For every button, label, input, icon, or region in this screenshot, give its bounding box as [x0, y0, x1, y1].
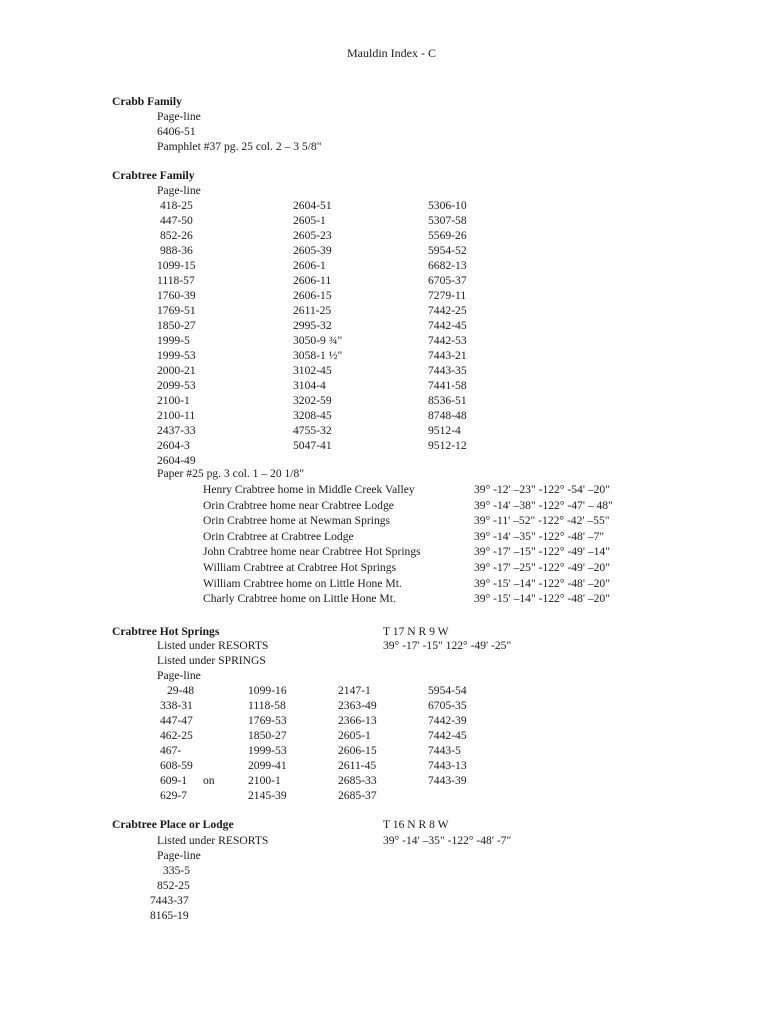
crabtree-page-line-label: Page-line: [157, 184, 201, 197]
page-line-entry: 29-48: [167, 684, 195, 697]
home-coordinates: 39° -17' –15" -122° -49' –14": [474, 545, 610, 559]
home-name: Orin Crabtree home at Newman Springs: [203, 514, 391, 528]
page-line-entry: 5307-58: [428, 214, 467, 227]
page-line-entry: 2685-37: [338, 789, 377, 802]
hot-springs-column-4: [428, 683, 467, 788]
home-row: [203, 529, 643, 545]
home-name: William Crabtree home on Little Hone Mt.: [203, 576, 402, 590]
hot-springs-column-2: [248, 683, 287, 803]
page-line-entry: 418-25: [160, 199, 193, 212]
page-line-entry: 1999-53: [157, 349, 196, 362]
home-coordinates: 39° -14' –35" -122° -48' –7": [474, 529, 605, 543]
page-line-entry: 2685-33: [338, 774, 377, 787]
crabtree-paper-ref: Paper #25 pg. 3 col. 1 – 20 1/8": [157, 467, 305, 480]
page-line-entry: 5569-26: [428, 229, 467, 242]
home-coordinates: 39° -11' –52" -122° -42' –55": [474, 514, 610, 528]
page-line-entry: 2604-3: [157, 439, 190, 452]
page-line-entry: 2437-33: [157, 424, 196, 437]
page-line-entry: 852-26: [160, 229, 193, 242]
page-line-entry: 7442-39: [428, 714, 467, 727]
page-line-entry: 2099-41: [248, 759, 287, 772]
crabtree-family-column-1: [157, 198, 196, 468]
home-name: William Crabtree at Crabtree Hot Springs: [203, 560, 397, 574]
page-line-entry: 8748-48: [428, 409, 467, 422]
place-lodge-page-line-label: Page-line: [157, 849, 201, 862]
hot-springs-column-1: [160, 683, 194, 803]
crabtree-family-heading: Crabtree Family: [112, 169, 195, 182]
page-line-entry: 4755-32: [293, 424, 332, 437]
hot-springs-column-3: [338, 683, 377, 803]
page-line-entry: 609-1: [160, 774, 188, 787]
page-line-entry: 6705-37: [428, 274, 467, 287]
page-line-entry: 338-31: [160, 699, 193, 712]
crabb-family-heading: Crabb Family: [112, 95, 182, 108]
crabb-page-line-label: Page-line: [157, 110, 201, 123]
page-line-entry: 7443-5: [428, 744, 461, 757]
page-line-entry: 7443-13: [428, 759, 467, 772]
page-line-entry: 9512-4: [428, 424, 461, 437]
home-coordinates: 39° -17' –25" -122° -49' –20": [474, 560, 610, 574]
page-line-entry: 3208-45: [293, 409, 332, 422]
page-line-entry: 3058-1 ½": [293, 349, 343, 362]
page-line-entry: 7279-11: [428, 289, 467, 302]
crabtree-family-column-2: [293, 198, 342, 453]
home-coordinates: 39° -15' –14" -122° -48' –20": [474, 576, 610, 590]
hot-springs-page-line-label: Page-line: [157, 669, 201, 682]
home-row: [203, 513, 643, 529]
page-line-entry: 7443-39: [428, 774, 467, 787]
page-line-entry: 2363-49: [338, 699, 377, 712]
page-line-entry: 2147-1: [338, 684, 371, 697]
page-line-entry: 8536-51: [428, 394, 467, 407]
page-line-entry: 2604-49: [157, 454, 196, 467]
page-line-entry: 467-: [160, 744, 182, 757]
page-line-entry: 2099-53: [157, 379, 196, 392]
page-title: Mauldin Index - C: [347, 46, 436, 60]
home-name: Orin Crabtree at Crabtree Lodge: [203, 529, 354, 543]
hot-springs-coords: 39° -17' -15" 122° -49' -25": [383, 639, 512, 652]
page-line-entry: 9512-12: [428, 439, 467, 452]
home-coordinates: 39° -15' –14" -122° -48' –20": [474, 592, 610, 606]
place-lodge-listed-resorts: Listed under RESORTS: [157, 834, 269, 847]
place-lodge-township: T 16 N R 8 W: [383, 818, 449, 831]
page-line-entry: 2100-1: [248, 774, 281, 787]
home-name: John Crabtree home near Crabtree Hot Springs: [203, 545, 421, 559]
place-lodge-coords: 39° -14' –35" -122° -48' -7": [383, 834, 512, 847]
page-line-entry: 2145-39: [248, 789, 287, 802]
page-line-entry: 2366-13: [338, 714, 377, 727]
hot-springs-heading: Crabtree Hot Springs: [112, 625, 220, 638]
page-line-entry: 2605-39: [293, 244, 332, 257]
home-row: [203, 591, 643, 607]
page-line-entry: 6705-35: [428, 699, 467, 712]
page-line-entry: 7442-45: [428, 729, 467, 742]
page-line-entry: 2000-21: [157, 364, 196, 377]
page-line-entry: 3104-4: [293, 379, 326, 392]
crabb-entry: 6406-51: [157, 125, 196, 138]
home-row: [203, 576, 643, 592]
page-line-entry: 2605-1: [338, 729, 371, 742]
page-line-entry: 7442-25: [428, 304, 467, 317]
page-line-entry: 988-36: [160, 244, 193, 257]
hot-springs-on-label: on: [203, 774, 215, 787]
home-name: Charly Crabtree home on Little Hone Mt.: [203, 592, 396, 606]
page-line-entry: 608-59: [160, 759, 193, 772]
page-line-entry: 7442-45: [428, 319, 467, 332]
page-line-entry: 6682-13: [428, 259, 467, 272]
hot-springs-township: T 17 N R 9 W: [383, 625, 449, 638]
page-line-entry: 2100-11: [157, 409, 196, 422]
page-line-entry: 852-25: [157, 879, 190, 892]
page-line-entry: 1769-51: [157, 304, 196, 317]
page-line-entry: 1099-16: [248, 684, 287, 697]
page-line-entry: 1118-58: [248, 699, 286, 712]
home-row: [203, 498, 643, 514]
page-line-entry: 1999-5: [157, 334, 190, 347]
page-line-entry: 5954-52: [428, 244, 467, 257]
place-lodge-entries: [150, 863, 190, 923]
home-name: Orin Crabtree home near Crabtree Lodge: [203, 498, 394, 512]
page-line-entry: 7443-35: [428, 364, 467, 377]
page-line-entry: 2605-1: [293, 214, 326, 227]
page-line-entry: 1118-57: [157, 274, 195, 287]
page-line-entry: 2604-51: [293, 199, 332, 212]
page-line-entry: 2606-11: [293, 274, 332, 287]
page-line-entry: 2606-15: [293, 289, 332, 302]
page-line-entry: 2611-25: [293, 304, 332, 317]
page-line-entry: 2995-32: [293, 319, 332, 332]
home-name: Henry Crabtree home in Middle Creek Valley: [203, 483, 415, 496]
page-line-entry: 2606-15: [338, 744, 377, 757]
page-line-entry: 629-7: [160, 789, 188, 802]
page-line-entry: 462-25: [160, 729, 193, 742]
page-line-entry: 335-5: [163, 864, 191, 877]
page-line-entry: 1769-53: [248, 714, 287, 727]
page-line-entry: 5954-54: [428, 684, 467, 697]
page-line-entry: 5047-41: [293, 439, 332, 452]
home-coordinates: 39° -12' –23" -122° -54' –20": [474, 483, 610, 496]
page-line-entry: 1850-27: [157, 319, 196, 332]
hot-springs-listed-springs: Listed under SPRINGS: [157, 654, 266, 667]
page-line-entry: 3102-45: [293, 364, 332, 377]
page-line-entry: 447-47: [160, 714, 193, 727]
page-line-entry: 3202-59: [293, 394, 332, 407]
page-line-entry: 5306-10: [428, 199, 467, 212]
home-row: [203, 560, 643, 576]
crabtree-homes-list: [203, 482, 643, 607]
crabtree-family-column-3: [428, 198, 467, 453]
home-coordinates: 39° -14' –38" -122° -47' – 48": [474, 498, 613, 512]
page-line-entry: 2611-45: [338, 759, 377, 772]
crabb-pamphlet-ref: Pamphlet #37 pg. 25 col. 2 – 3 5/8": [157, 140, 322, 153]
page-line-entry: 2100-1: [157, 394, 190, 407]
page-line-entry: 7441-58: [428, 379, 467, 392]
page-line-entry: 1760-39: [157, 289, 196, 302]
page-line-entry: 3050-9 ¾": [293, 334, 343, 347]
home-row: [203, 544, 643, 560]
page-line-entry: 7442-53: [428, 334, 467, 347]
page-line-entry: 1999-53: [248, 744, 287, 757]
page-line-entry: 7443-37: [150, 894, 189, 907]
page-line-entry: 8165-19: [150, 909, 189, 922]
page-line-entry: 7443-21: [428, 349, 467, 362]
home-row: [203, 482, 643, 498]
page-line-entry: 2606-1: [293, 259, 326, 272]
place-lodge-heading: Crabtree Place or Lodge: [112, 818, 234, 831]
page-line-entry: 2605-23: [293, 229, 332, 242]
page-line-entry: 1099-15: [157, 259, 196, 272]
page-line-entry: 447-50: [160, 214, 193, 227]
page-line-entry: 1850-27: [248, 729, 287, 742]
hot-springs-listed-resorts: Listed under RESORTS: [157, 639, 269, 652]
